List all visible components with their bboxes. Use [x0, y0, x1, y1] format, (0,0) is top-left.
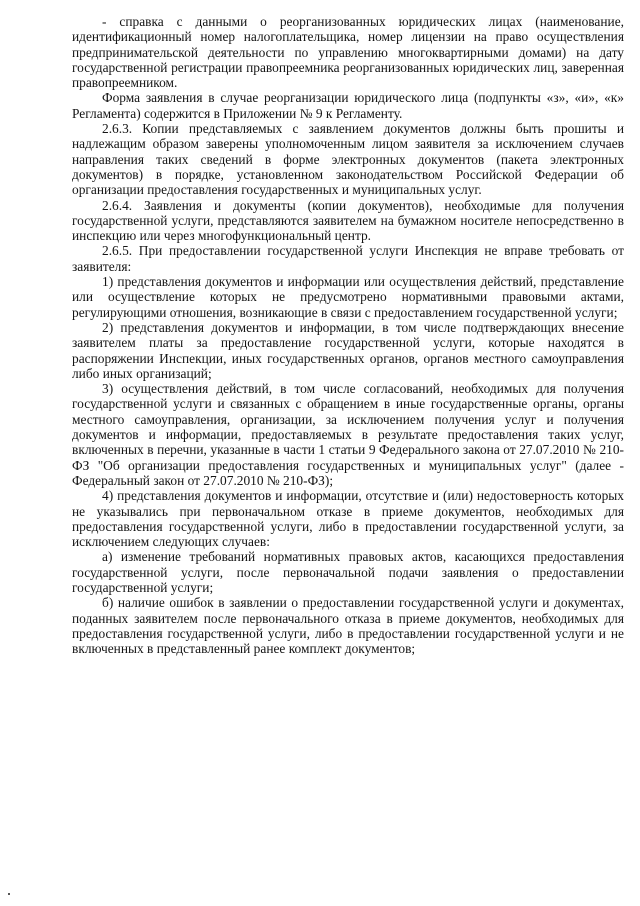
- paragraph-application-form: Форма заявления в случае реорганизации юридического лица (подпункты «з», «и», «к» Регламента) содержится в Приложении № 9 к Регламенту.: [72, 90, 624, 121]
- sub-item-b: б) наличие ошибок в заявлении о предоставлении государственной услуги и документах, поданных заявителем после первоначального отказа в приеме документов, необходимых для предоставления государственной услуги, либо в предоставлении государственной услуги и не включенных в представленный ранее комплект документов;: [72, 595, 624, 657]
- document-page: [72, 14, 624, 656]
- list-item-2: 2) представления документов и информации, в том числе подтверждающих внесение заявителем платы за предоставление государственной услуги, которые находятся в распоряжении Инспекции, иных государственных органов, органов местного самоуправления либо иных организаций;: [72, 319, 624, 381]
- sub-item-a: а) изменение требований нормативных правовых актов, касающихся предоставления государственной услуги, после первоначальной подачи заявления о предоставлении государственной услуги;: [72, 549, 624, 595]
- paragraph-2-6-4: 2.6.4. Заявления и документы (копии документов), необходимые для получения государственной услуги, представляются заявителем на бумажном носителе непосредственно в инспекцию или через многофункциональный центр.: [72, 197, 624, 244]
- list-item-3: 3) осуществления действий, в том числе согласований, необходимых для получения государственной услуги и связанных с обращением в иные государственные органы, органы местного самоуправления, организации, за исключением получения услуг и получения документов и информации, предоставляемых в результате предоставления таких услуг, включенных в перечни, указанные в части 1 статьи 9 Федерального закона от 27.07.2010 № 210-ФЗ "Об организации предоставления государственных и муниципальных услуг" (далее - Федеральный закон от 27.07.2010 № 210-ФЗ);: [72, 381, 624, 488]
- scan-mark: [8, 893, 10, 895]
- list-item-4: 4) представления документов и информации, отсутствие и (или) недостоверность которых не указывались при первоначальном отказе в приеме документов, необходимых для предоставления государственной услуги, либо в предоставлении государственной услуги, за исключением следующих случаев:: [72, 488, 624, 550]
- paragraph-2-6-5: 2.6.5. При предоставлении государственной услуги Инспекция не вправе требовать от заявителя:: [72, 243, 624, 274]
- paragraph-reorganization-certificate: - справка с данными о реорганизованных юридических лицах (наименование, идентификационный номер налогоплательщика, номер лицензии на право осуществления предпринимательской деятельности по управлению многоквартирными домами) на дату государственной регистрации правопреемника реорганизованных юридических лиц, заверенная правопреемником.: [72, 14, 624, 91]
- list-item-1: 1) представления документов и информации или осуществления действий, представление или осуществление которых не предусмотрено нормативными правовыми актами, регулирующими отношения, возникающие в связи с предоставлением государственной услуги;: [72, 274, 624, 320]
- paragraph-2-6-3: 2.6.3. Копии представляемых с заявлением документов должны быть прошиты и надлежащим образом заверены уполномоченным лицом заявителя за исключением случаев направления таких сведений в форме электронных документов (пакета электронных документов) в порядке, установленном законодательством Российской Федерации об организации предоставления государственных и муниципальных услуг.: [72, 121, 624, 198]
